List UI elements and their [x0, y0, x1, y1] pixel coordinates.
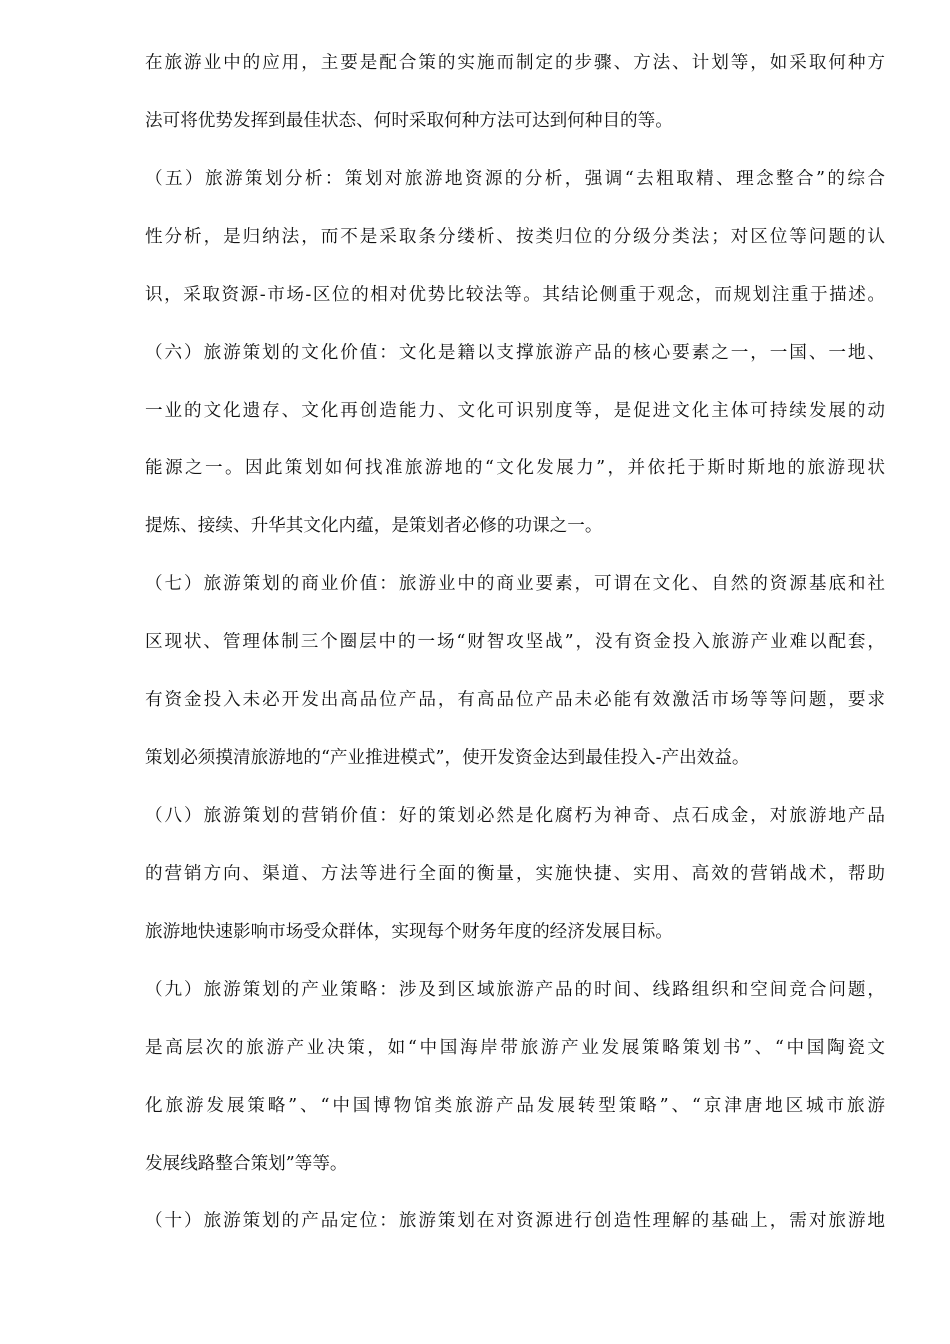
- text-line: 提炼、接续、升华其文化内蕴，是策划者必修的功课之一。: [145, 516, 603, 536]
- text-line: （七）旅游策划的商业价值：旅游业中的商业要素，可谓在文化、自然的资源基底和社: [145, 574, 885, 594]
- text-line: 的营销方向、渠道、方法等进行全面的衡量，实施快捷、实用、高效的营销战术，帮助: [145, 864, 885, 884]
- text-line: 是高层次的旅游产业决策，如“中国海岸带旅游产业发展策略策划书”、“中国陶瓷文: [145, 1038, 885, 1058]
- text-line: 有资金投入未必开发出高品位产品，有高品位产品未必能有效激活市场等等问题，要求: [145, 690, 885, 710]
- text-line: 一业的文化遗存、文化再创造能力、文化可识别度等，是促进文化主体可持续发展的动: [145, 401, 885, 421]
- text-line: 化旅游发展策略”、“中国博物馆类旅游产品发展转型策略”、“京津唐地区城市旅游: [145, 1096, 885, 1116]
- text-line: （十）旅游策划的产品定位：旅游策划在对资源进行创造性理解的基础上，需对旅游地: [145, 1211, 885, 1231]
- text-line: （六）旅游策划的文化价值：文化是籍以支撑旅游产品的核心要素之一，一国、一地、: [145, 343, 885, 363]
- text-line: 在旅游业中的应用，主要是配合策的实施而制定的步骤、方法、计划等，如采取何种方: [145, 53, 885, 73]
- text-line: 性分析，是归纳法，而不是采取条分缕析、按类归位的分级分类法；对区位等问题的认: [145, 227, 885, 247]
- text-line: 法可将优势发挥到最佳状态、何时采取何种方法可达到何种目的等。: [145, 111, 673, 131]
- text-line: （八）旅游策划的营销价值：好的策划必然是化腐朽为神奇、点石成金，对旅游地产品: [145, 806, 885, 826]
- text-line: 能源之一。因此策划如何找准旅游地的“文化发展力”，并依托于斯时斯地的旅游现状: [145, 458, 885, 478]
- text-line: 发展线路整合策划”等等。: [145, 1154, 348, 1174]
- text-line: （九）旅游策划的产业策略：涉及到区域旅游产品的时间、线路组织和空间竞合问题，: [145, 980, 885, 1000]
- text-line: 区现状、管理体制三个圈层中的一场“财智攻坚战”，没有资金投入旅游产业难以配套，: [145, 632, 885, 652]
- text-line: 识，采取资源-市场-区位的相对优势比较法等。其结论侧重于观念，而规划注重于描述。: [145, 285, 885, 305]
- text-line: 旅游地快速影响市场受众群体，实现每个财务年度的经济发展目标。: [145, 922, 673, 942]
- text-line: 策划必须摸清旅游地的“产业推进模式”，使开发资金达到最佳投入-产出效益。: [145, 748, 750, 768]
- text-line: （五）旅游策划分析：策划对旅游地资源的分析，强调“去粗取精、理念整合”的综合: [145, 169, 885, 189]
